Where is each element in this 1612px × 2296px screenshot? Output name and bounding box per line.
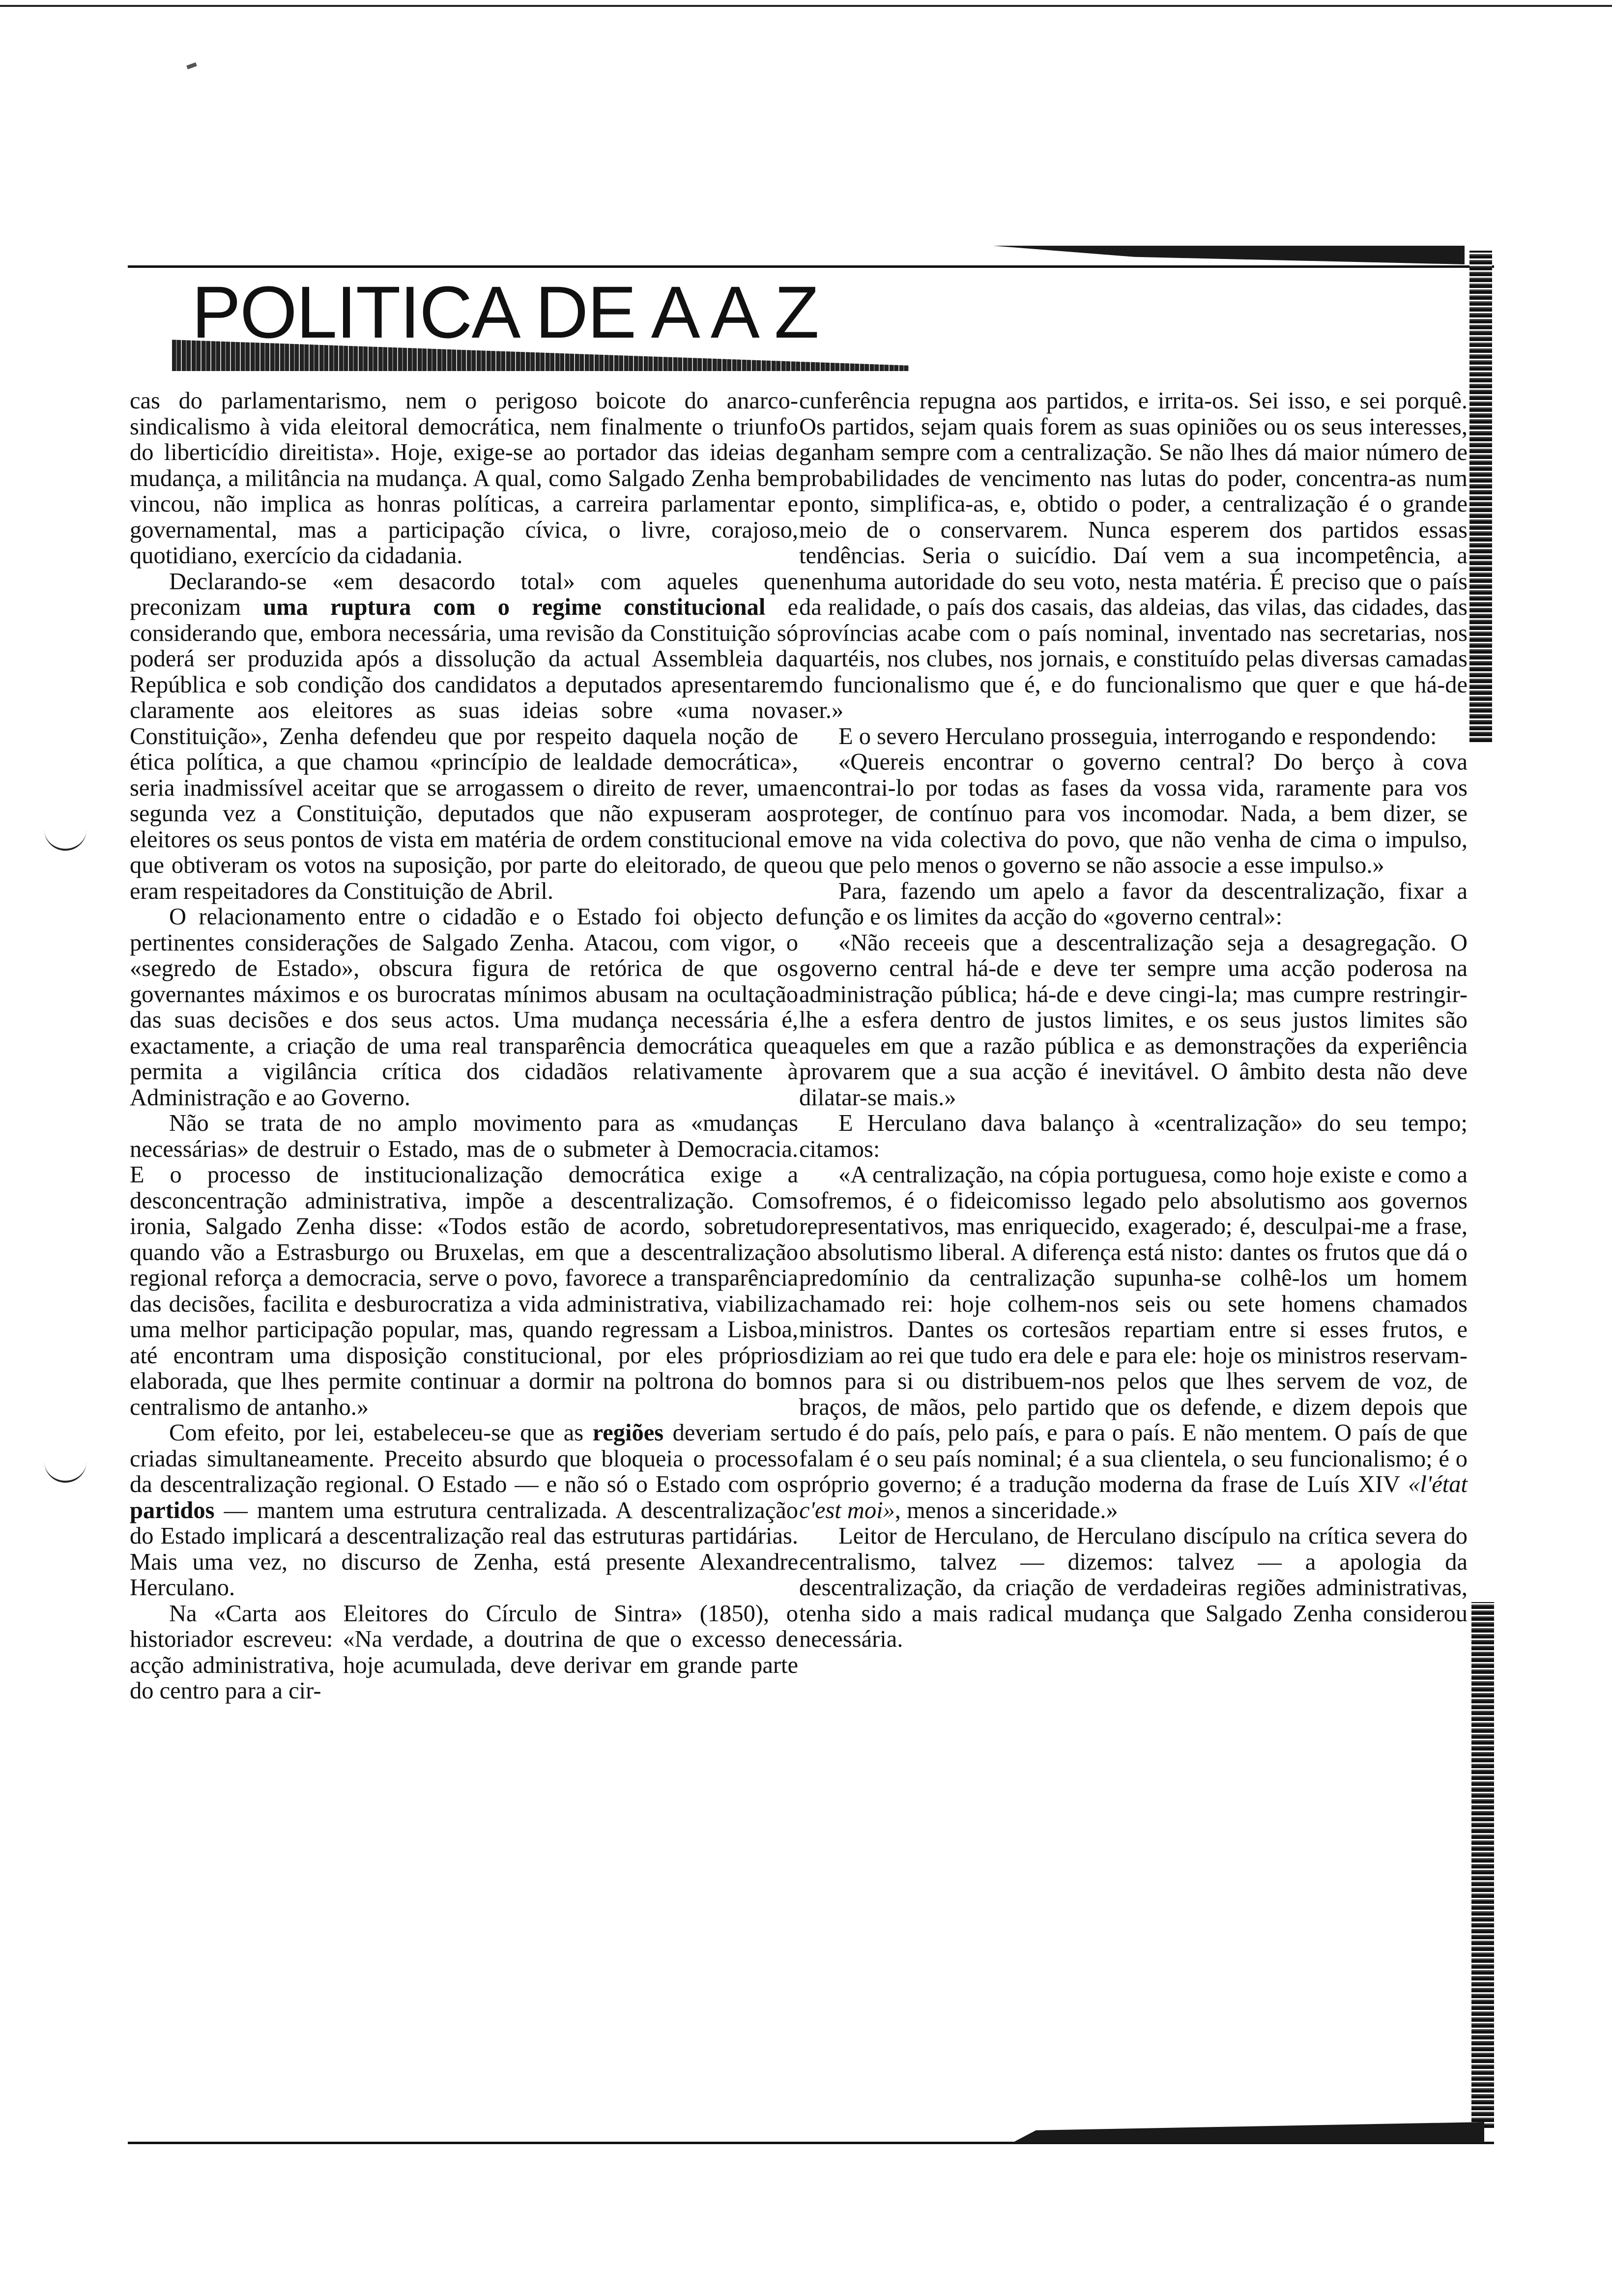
text-run: «A centralização, na cópia portuguesa, como hoje existe e como a sofremos, é o fideicomisso legado pelo absolutismo aos governos representativos, mas enriquecido, exagerado; é, desculpai-me a frase, o absolutismo liberal. A diferença está nisto: dantes os frutos que dá o predomínio da centralização supunha-se colhê-los um homem chamado rei: hoje colhem-nos seis ou sete homens chamados ministros. Dantes os cortesãos repartiam entre si esses frutos, e diziam ao rei que tudo era dele e para ele: hoje os ministros reservam-nos para si ou distribuem-nos pelos que lhes servem de voz, de braços, de mãos, pelo partido que os defende, e dizem depois que tudo é do país, pelo país, e para o país. E não mentem. O país de que falam é o seu país nominal; é a sua clientela, o seu funcionalismo; é o próprio governo; é a tradução moderna da frase de Luís XIV bbox=[799, 1162, 1468, 1497]
article-paragraph bbox=[130, 569, 798, 905]
text-run: cas do parlamentarismo, nem o perigoso boicote do anarco-sindicalismo à vida eleitoral democrática, nem finalmente o triunfo do liberticídio direitista». Hoje, exige-se ao portador das ideias de mudança, a militância na mudança. A qual, como Salgado Zenha bem vincou, não implica as honras políticas, a carreira parlamentar e governamental, mas a participação cívica, o livre, corajoso, quotidiano, exercício da cidadania. bbox=[130, 388, 798, 569]
scan-speck bbox=[186, 62, 197, 69]
article-paragraph bbox=[799, 1111, 1468, 1162]
text-run: Declarando-se «em desacordo total» com aqueles que preconizam bbox=[130, 568, 798, 620]
right-edge-ink-strip-top bbox=[1469, 251, 1492, 742]
article-paragraph bbox=[130, 1601, 798, 1704]
article-paragraph bbox=[799, 749, 1468, 879]
article-paragraph bbox=[130, 388, 798, 569]
article-paragraph bbox=[130, 1420, 798, 1601]
text-run: e considerando que, embora necessária, uma revisão da Constituição só poderá ser produzida após a dissolução da actual Assembleia da República e sob condição dos candidatos a deputados apresentarem claramente aos eleitores as suas ideias sobre «uma nova Constituição», Zenha defendeu que por respeito daquela noção de ética política, a que chamou «princípio de lealdade democrática», seria inadmissível aceitar que se arrogassem o direito de rever, uma segunda vez a Constituição, deputados que não expuseram aos eleitores os seus pontos de vista em matéria de ordem constitucional e que obtiveram os votos na suposição, por parte do eleitorado, de que eram respeitadores da Constituição de Abril. bbox=[130, 594, 798, 904]
text-run: Não se trata de no amplo movimento para as «mudanças necessárias» de destruir o Estado, mas de o submeter à Democracia. E o processo de institucionalização democrática exige a desconcentração administrativa, impõe a descentralização. Com ironia, Salgado Zenha disse: «Todos estão de acordo, sobretudo quando vão a Estrasburgo ou Bruxelas, em que a descentralização regional reforça a democracia, serve o povo, favorece a transparência das decisões, facilita e desburocratiza a vida administrativa, viabiliza uma melhor participação popular, mas, quando regressam a Lisboa, até encontram uma disposição constitucional, por eles próprios elaborada, que lhes permite continuar a dormir na poltrona do bom centralismo de antanho.» bbox=[130, 1110, 798, 1420]
article-paragraph bbox=[799, 879, 1468, 930]
text-run: O relacionamento entre o cidadão e o Estado foi objecto de pertinentes considerações de Salgado Zenha. Atacou, com vigor, o «segredo de Estado», obscura figura de retórica de que os governantes máximos e os burocratas mínimos abusam na ocultação das suas decisões e dos seus actos. Uma mudança necessária é, exactamente, a criação de uma real transparência democrática que permita a vigilância crítica dos cidadãos relativamente à Administração e ao Governo. bbox=[130, 904, 798, 1111]
article-column-left bbox=[130, 388, 798, 1704]
section-masthead bbox=[172, 270, 909, 373]
text-run: Leitor de Herculano, de Herculano discípulo na crítica severa do centralismo, talvez — dizemos: talvez — a apologia da descentralização, da criação de verdadeiras regiões administrativas, tenha sido a mais radical mudança que Salgado Zenha considerou necessária. bbox=[799, 1523, 1468, 1652]
article-column-right bbox=[799, 388, 1468, 1653]
article-paragraph bbox=[799, 930, 1468, 1111]
bold-run: uma ruptura com o regime constitucional bbox=[263, 594, 766, 620]
bold-run: regiões bbox=[592, 1420, 664, 1446]
right-edge-ink-strip-bottom bbox=[1471, 1602, 1494, 2128]
article-paragraph bbox=[799, 388, 1468, 724]
margin-punch-mark bbox=[44, 828, 86, 851]
header-ink-band bbox=[993, 246, 1465, 264]
text-run: E Herculano dava balanço à «centralização» do seu tempo; citamos: bbox=[799, 1110, 1468, 1162]
text-run: Com efeito, por lei, estabeleceu-se que as bbox=[169, 1420, 593, 1446]
text-run: deveriam ser criadas simultaneamente. Preceito absurdo que bloqueia o processo da descentralização regional. O Estado — e não só o Estado com os bbox=[130, 1420, 798, 1497]
article-paragraph bbox=[799, 724, 1468, 750]
top-page-rule bbox=[0, 5, 1612, 7]
article-paragraph bbox=[799, 1523, 1468, 1653]
text-run: — mantem uma estrutura centralizada. A descentralização do Estado implicará a descentralização real das estruturas partidárias. Mais uma vez, no discurso de Zenha, está presente Alexandre Herculano. bbox=[130, 1497, 798, 1601]
header-rule bbox=[128, 265, 1494, 268]
footer-ink-band bbox=[1012, 2122, 1484, 2143]
text-run: E o severo Herculano prosseguia, interrogando e respondendo: bbox=[838, 723, 1437, 749]
text-run: Na «Carta aos Eleitores do Círculo de Sintra» (1850), o historiador escreveu: «Na verdade, a doutrina de que o excesso de acção administrativa, hoje acumulada, deve derivar em grande parte do centro para a cir- bbox=[130, 1600, 798, 1704]
text-run: , menos a sinceridade.» bbox=[894, 1497, 1118, 1523]
margin-punch-mark bbox=[44, 1460, 86, 1483]
article-paragraph bbox=[799, 1162, 1468, 1523]
article-paragraph bbox=[130, 904, 798, 1111]
bold-run: partidos bbox=[130, 1497, 215, 1523]
text-run: «Quereis encontrar o governo central? Do berço à cova encontrai-lo por todas as fases da vossa vida, raramente para vos proteger, de contínuo para vos incomodar. Nada, a bem dizer, se move na vida colectiva do povo, que não venha de cima o impulso, ou que pelo menos o governo se não associe a esse impulso.» bbox=[799, 749, 1468, 878]
text-run: cunferência repugna aos partidos, e irrita-os. Sei isso, e sei porquê. Os partidos, sejam quais forem as suas opiniões ou os seus interesses, ganham sempre com a centralização. Se não lhes dá maior número de probabilidades de vencimento nas lutas do poder, concentra-as num ponto, simplifica-as, e, obtido o poder, a centralização é o grande meio de o conservarem. Nunca esperem dos partidos essas tendências. Seria o suicídio. Daí vem a sua incompetência, a nenhuma autoridade do seu voto, nesta matéria. É preciso que o país da realidade, o país dos casais, das aldeias, das vilas, das cidades, das províncias acabe com o país nominal, inventado nas secretarias, nos quartéis, nos clubes, nos jornais, e constituído pelas diversas camadas do funcionalismo que é, e do funcionalismo que quer e que há-de ser.» bbox=[799, 388, 1468, 723]
article-paragraph bbox=[130, 1111, 798, 1420]
italic-run: «l'état c'est moi» bbox=[799, 1471, 1468, 1523]
text-run: «Não receeis que a descentralização seja a desagregação. O governo central há-de e deve ter sempre uma acção poderosa na administração pública; há-de e deve cingi-la; mas cumpre restringir-lhe a esfera dentro de justos limites, e os seus justos limites são aqueles em que a razão pública e as demonstrações da experiência provarem que a sua acção é inevitável. O âmbito desta não deve dilatar-se mais.» bbox=[799, 929, 1468, 1111]
section-title: POLITICA DE A A Z bbox=[192, 271, 818, 353]
text-run: Para, fazendo um apelo a favor da descentralização, fixar a função e os limites da acção do «governo central»: bbox=[799, 878, 1468, 930]
